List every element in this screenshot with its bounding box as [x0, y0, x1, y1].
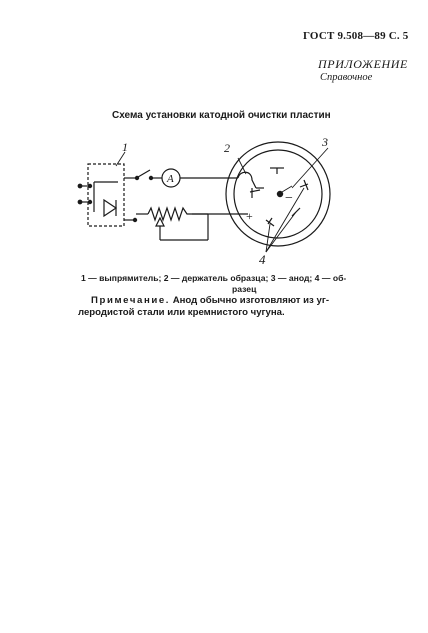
note-line [91, 295, 329, 306]
input-terminal [78, 200, 82, 204]
appendix-title: ПРИЛОЖЕНИЕ [318, 57, 408, 71]
minus-sign: − [285, 191, 293, 206]
legend-line: 1 — выпрямитель; 2 — держатель образца; 3 — анод; 4 — об- [81, 273, 347, 283]
cathode-cleaning-diagram [70, 130, 360, 270]
note-label: Примечание. [91, 295, 171, 306]
scheme-title: Схема установки катодной очистки пластин [112, 110, 331, 121]
junction [88, 200, 91, 203]
sample-holder [238, 172, 256, 188]
switch-blade [138, 170, 150, 177]
label-1: 1 [122, 140, 128, 154]
note-line: леродистой стали или кремнистого чугуна. [78, 307, 285, 318]
label-2: 2 [224, 141, 230, 155]
junction [88, 184, 91, 187]
junction [133, 218, 136, 221]
input-terminal [78, 184, 82, 188]
ammeter-label: A [167, 173, 174, 185]
page-header: ГОСТ 9.508—89 С. 5 [303, 30, 409, 42]
legend-line: разец [232, 284, 257, 294]
label-3: 3 [322, 135, 328, 149]
diode-symbol [104, 200, 116, 216]
appendix-subtitle: Справочное [320, 72, 373, 83]
note-text: Анод обычно изготовляют из уг- [170, 295, 330, 306]
anode-center [277, 191, 282, 196]
plus-sign: + [246, 209, 253, 223]
rheostat [148, 208, 192, 220]
label-4: 4 [259, 252, 266, 267]
